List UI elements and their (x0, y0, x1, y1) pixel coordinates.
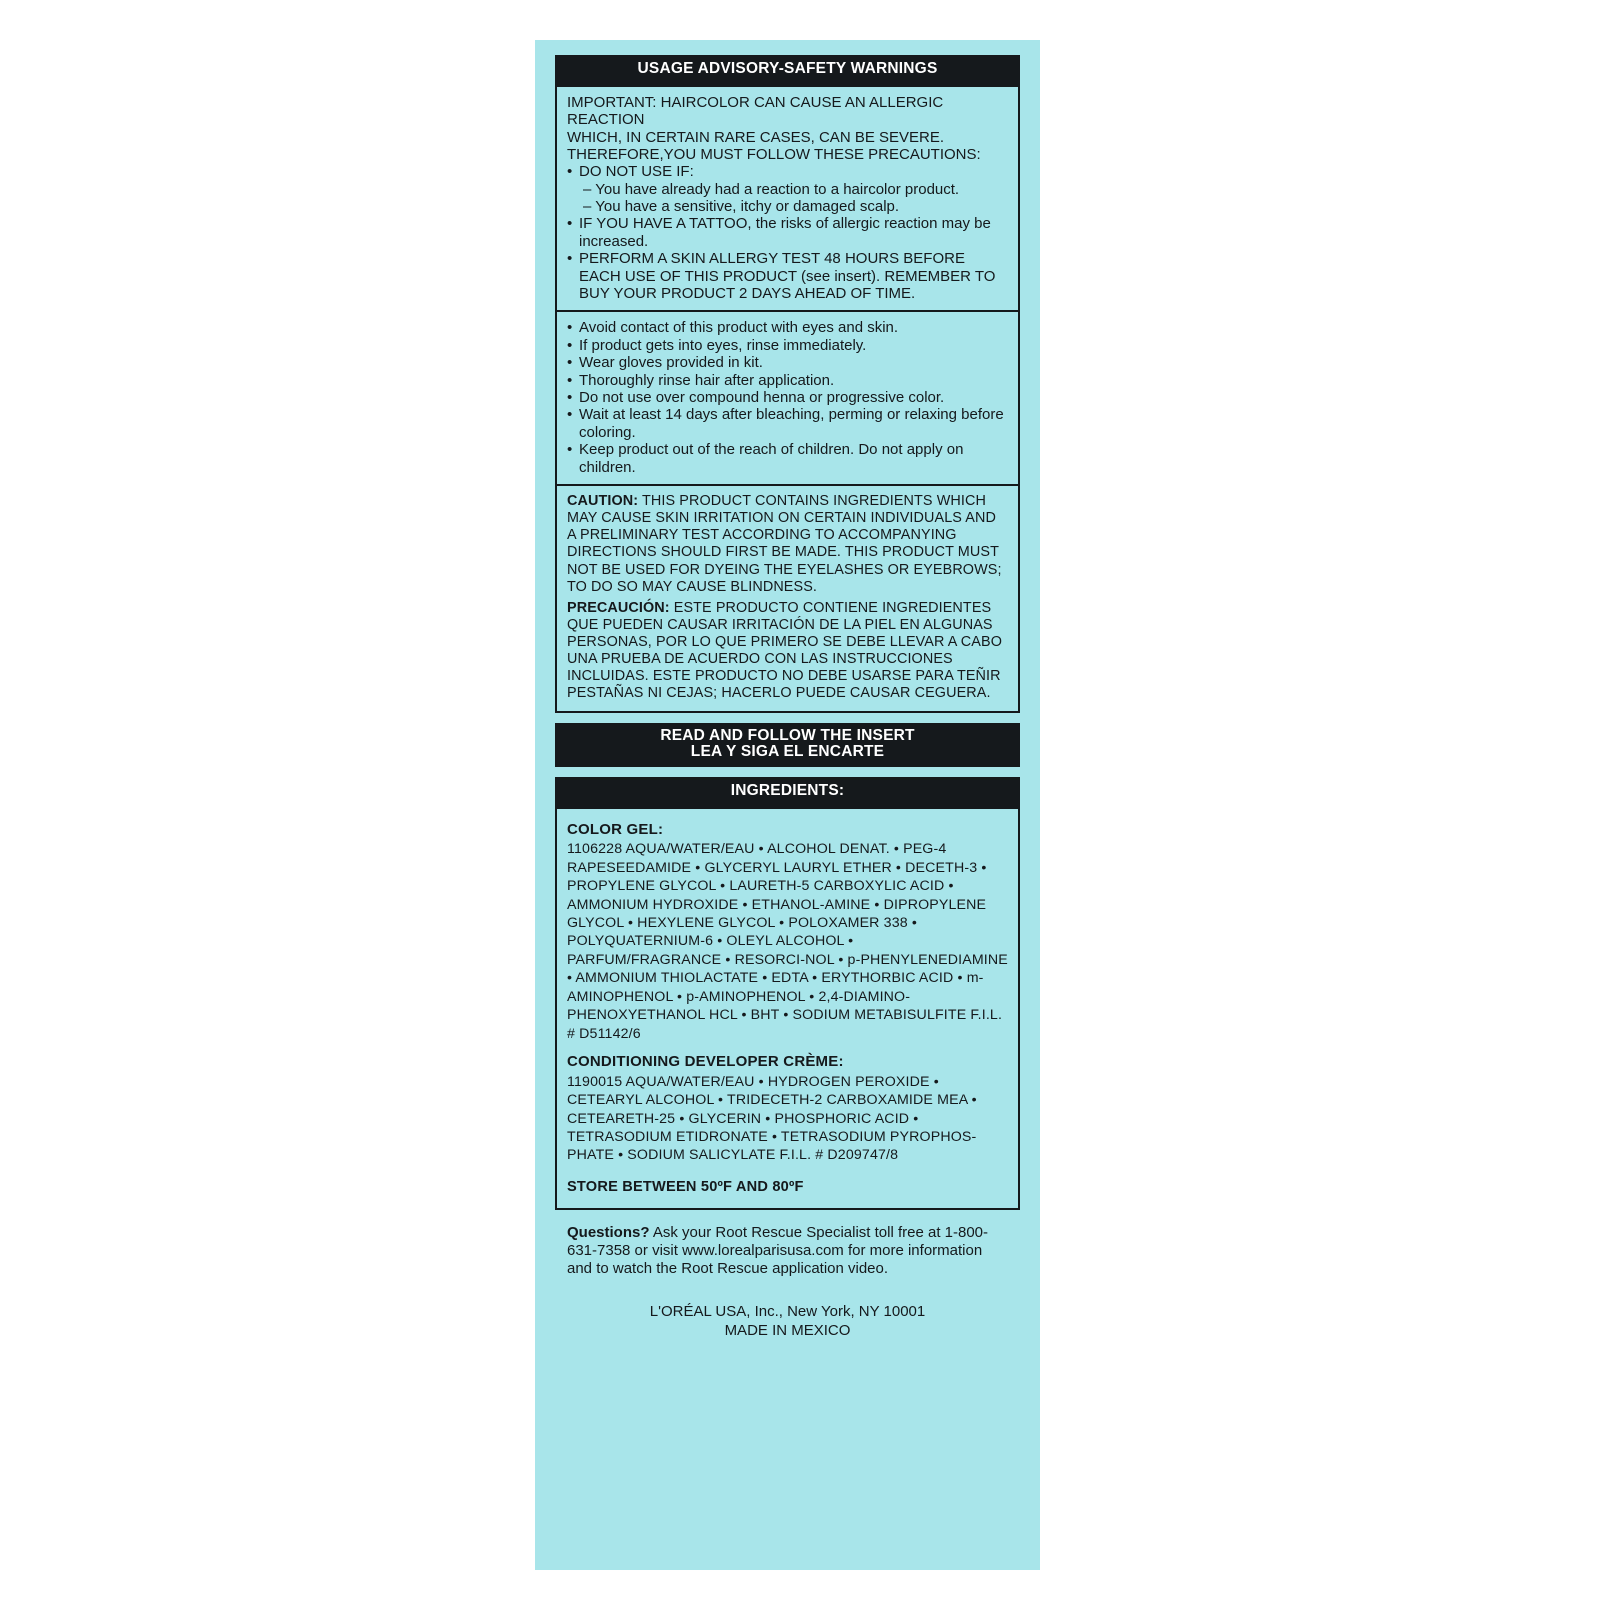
bullet-marker: • (567, 319, 573, 337)
precaution-bullet-6 (567, 441, 1008, 476)
precaution-bullet-4-text: Do not use over compound henna or progressive color. (579, 388, 945, 406)
precaution-bullet-1 (567, 337, 1008, 354)
address-line-2: MADE IN MEXICO (724, 1322, 851, 1340)
precaution-bullet-6-text: Keep product out of the reach of children. Do not apply on children. (579, 441, 964, 476)
precaution-bullet-0-text: Avoid contact of this product with eyes and skin. (579, 319, 899, 337)
caution-es (567, 600, 1008, 703)
important-bullet-0-text: DO NOT USE IF: (579, 163, 694, 181)
questions-label: Questions? (567, 1223, 650, 1241)
important-warning-box (555, 85, 1020, 313)
precautions-box (555, 312, 1020, 486)
read-insert-es: LEA Y SIGA EL ENCARTE (690, 743, 885, 761)
ingredient-group-0-title: COLOR GEL: (567, 820, 664, 838)
precaution-bullet-3 (567, 372, 1008, 389)
precaution-bullet-5-text: Wait at least 14 days after bleaching, perming or relaxing before coloring. (579, 406, 1004, 441)
caution-text-en: THIS PRODUCT CONTAINS INGREDIENTS WHICH MAY CAUSE SKIN IRRITATION ON CERTAIN INDIVIDUALS AND A PRELIMINARY TEST ACCORDING TO ACCOMPANYING DIRECTIONS SHOULD FIRST BE MADE. THIS PRODUCT MUST NOT BE USED FOR DYEING THE EYELASHES OR EYEBROWS; TO DO SO MAY CAUSE BLINDNESS. (567, 492, 1002, 595)
important-bullet-2-text: PERFORM A SKIN ALLERGY TEST 48 HOURS BEFORE EACH USE OF THIS PRODUCT (see insert). REMEMBER TO BUY YOUR PRODUCT 2 DAYS AHEAD OF TIME. (579, 250, 996, 303)
caution-label-en: CAUTION: (567, 492, 639, 509)
important-bullet-1 (567, 215, 1008, 250)
important-line-1: IMPORTANT: HAIRCOLOR CAN CAUSE AN ALLERGIC REACTION (567, 93, 944, 129)
bullet-marker: • (567, 250, 573, 268)
caution-box (555, 486, 1020, 713)
precaution-bullet-2-text: Wear gloves provided in kit. (579, 354, 763, 372)
precaution-bullet-2 (567, 354, 1008, 371)
ingredient-group-0-body: 1106228 AQUA/WATER/EAU • ALCOHOL DENAT. • PEG-4 RAPESEEDAMIDE • GLYCERYL LAURYL ETHER • DECETH-3 • PROPYLENE GLYCOL • LAURETH-5 CARBOXYLIC ACID • AMMONIUM HYDROXIDE • ETHANOL-AMINE • DIPROPYLENE GLYCOL • HEXYLENE GLYCOL • POLOXAMER 338 • POLYQUATERNIUM-6 • OLEYL ALCOHOL • PARFUM/FRAGRANCE • RESORCI-NOL • p-PHENYLENEDIAMINE • AMMONIUM THIOLACTATE • EDTA • ERYTHORBIC ACID • m-AMINOPHENOL • p-AMINOPHENOL • 2,4-DIAMINO-PHENOXYETHANOL HCL • BHT • SODIUM METABISULFITE F.I.L. # D51142/6 (567, 841, 1008, 1042)
caution-en (567, 493, 1008, 596)
bullet-marker: • (567, 354, 573, 372)
storage-instructions: STORE BETWEEN 50ºF AND 80ºF (567, 1178, 804, 1195)
questions-block (555, 1224, 1020, 1278)
important-bullet-0-sub-1: – You have a sensitive, itchy or damaged scalp. (583, 198, 900, 216)
important-bullet-1-text: IF YOU HAVE A TATTOO, the risks of allergic reaction may be increased. (579, 215, 991, 250)
precaution-bullet-4 (567, 389, 1008, 406)
product-package-panel (535, 40, 1040, 1570)
precaution-bullet-3-text: Thoroughly rinse hair after application. (579, 371, 835, 389)
bullet-marker: • (567, 371, 573, 389)
ingredient-group-1-title: CONDITIONING DEVELOPER CRÈME: (567, 1053, 844, 1071)
safety-warnings-header: USAGE ADVISORY-SAFETY WARNINGS (555, 55, 1020, 85)
bullet-marker: • (567, 388, 573, 406)
read-insert-en: READ AND FOLLOW THE INSERT (660, 726, 915, 744)
precaution-bullet-0 (567, 319, 1008, 336)
address-line-1: L'ORÉAL USA, Inc., New York, NY 10001 (649, 1302, 926, 1320)
important-line-3: THEREFORE,YOU MUST FOLLOW THESE PRECAUTIONS: (567, 145, 981, 163)
ingredients-box (555, 807, 1020, 1210)
important-bullet-0 (567, 163, 1008, 180)
bullet-marker: • (567, 215, 573, 233)
questions-text: Ask your Root Rescue Specialist toll free at 1-800-631-7358 or visit www.lorealparisusa.com for more information and to watch the Root Rescue application video. (567, 1223, 989, 1277)
company-address (555, 1302, 1020, 1341)
caution-text-es: ESTE PRODUCTO CONTIENE INGREDIENTES QUE PUEDEN CAUSAR IRRITACIÓN DE LA PIEL EN ALGUNAS PERSONAS, POR LO QUE PRIMERO SE DEBE LLEVAR A CABO UNA PRUEBA DE ACUERDO CON LAS INSTRUCCIONES INCLUIDAS. ESTE PRODUCTO NO DEBE USARSE PARA TEÑIR PESTAÑAS NI CEJAS; HACERLO PUEDE CAUSAR CEGUERA. (567, 599, 1002, 702)
ingredient-group-1-body: 1190015 AQUA/WATER/EAU • HYDROGEN PEROXIDE • CETEARYL ALCOHOL • TRIDECETH-2 CARBOXAMIDE MEA • CETEARETH-25 • GLYCERIN • PHOSPHORIC ACID • TETRASODIUM ETIDRONATE • TETRASODIUM PYROPHOS-PHATE • SODIUM SALICYLATE F.I.L. # D209747/8 (567, 1073, 977, 1164)
bullet-marker: • (567, 163, 573, 181)
precaution-bullet-1-text: If product gets into eyes, rinse immediately. (579, 336, 867, 354)
important-bullet-0-sub-0: – You have already had a reaction to a haircolor product. (583, 180, 960, 198)
precaution-bullet-5 (567, 406, 1008, 441)
ingredients-header: INGREDIENTS: (555, 777, 1020, 807)
bullet-marker: • (567, 406, 573, 424)
important-line-2: WHICH, IN CERTAIN RARE CASES, CAN BE SEVERE. (567, 128, 945, 146)
caution-label-es: PRECAUCIÓN: (567, 599, 670, 616)
bullet-marker: • (567, 441, 573, 459)
important-bullet-2 (567, 250, 1008, 302)
read-insert-bar (555, 723, 1020, 767)
label-content (555, 55, 1020, 1341)
bullet-marker: • (567, 336, 573, 354)
